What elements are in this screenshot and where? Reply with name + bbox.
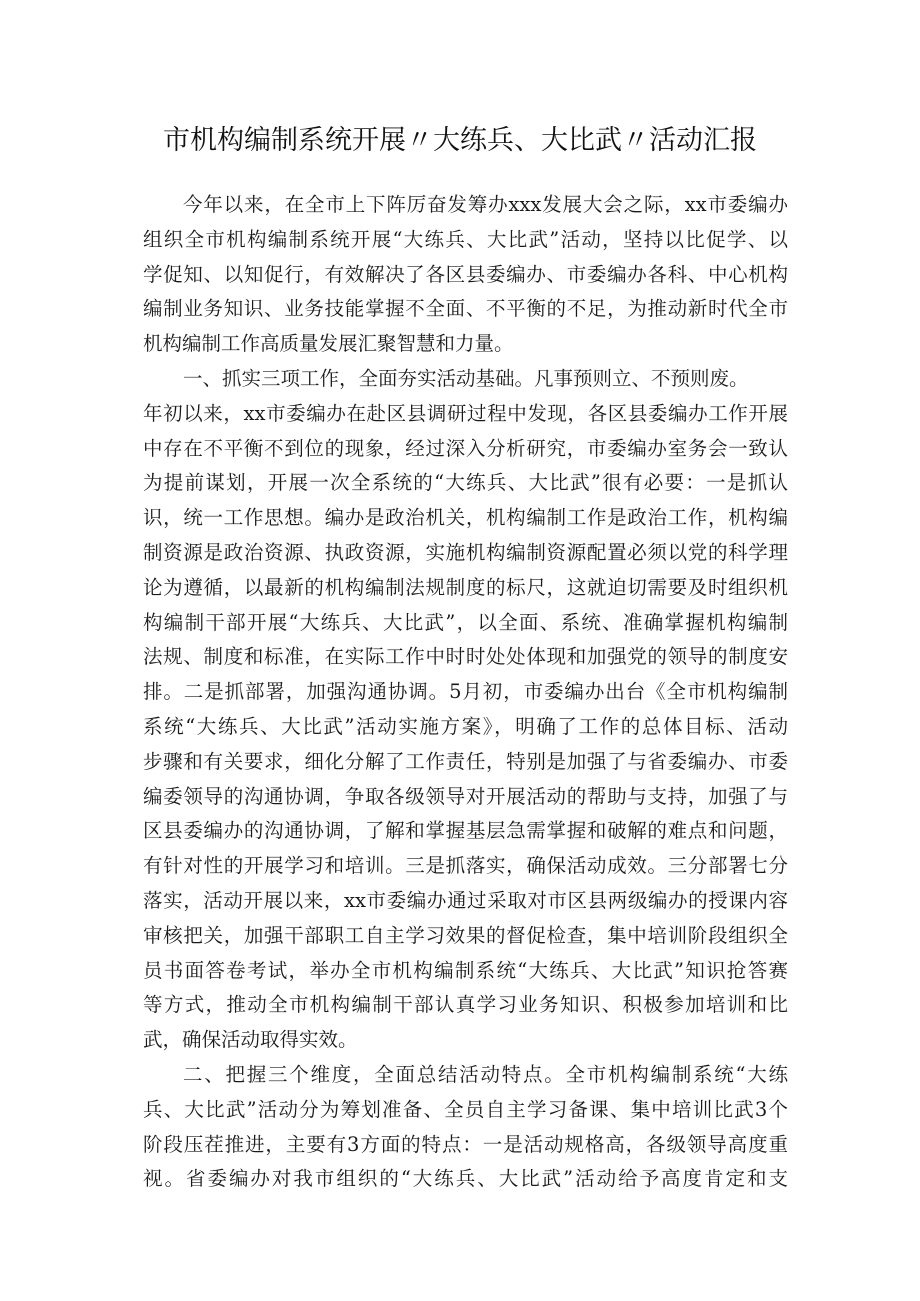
body-text-line: 识，统一工作思想。编办是政治机关，机构编制工作是政治工作，机构编 [143, 506, 788, 530]
body-text-line: 等方式，推动全市机构编制干部认真学习业务知识、积极参加培训和比 [143, 993, 788, 1017]
body-text-line: 机构编制工作高质量发展汇聚智慧和力量。 [143, 332, 514, 356]
body-text-line: 编制业务知识、业务技能掌握不全面、不平衡的不足，为推动新时代全市 [143, 297, 788, 321]
body-text-line: 落实，活动开展以来，xx市委编办通过采取对市区县两级编办的授课内容 [143, 888, 788, 912]
body-text-line: 构编制干部开展“大练兵、大比武”，以全面、系统、准确掌握机构编制 [143, 610, 788, 634]
body-text-line: 年初以来，xx市委编办在赴区县调研过程中发现，各区县委编办工作开展 [143, 401, 788, 425]
body-text-line: 兵、大比武”活动分为筹划准备、全员自主学习备课、集中培训比武3个 [143, 1097, 788, 1121]
body-text-line: 制资源是政治资源、执政资源，实施机构编制资源配置必须以党的科学理 [143, 540, 788, 564]
body-text-line: 审核把关，加强干部职工自主学习效果的督促检查，集中培训阶段组织全 [143, 923, 788, 947]
body-text-line: 论为遵循，以最新的机构编制法规制度的标尺，这就迫切需要及时组织机 [143, 575, 788, 599]
body-text-line: 系统“大练兵、大比武”活动实施方案》，明确了工作的总体目标、活动 [143, 714, 788, 738]
body-text-line: 步骤和有关要求，细化分解了工作责任，特别是加强了与省委编办、市委 [143, 749, 788, 773]
body-text-line: 区县委编办的沟通协调，了解和掌握基层急需掌握和破解的难点和问题， [143, 819, 788, 843]
body-text-line: 中存在不平衡不到位的现象，经过深入分析研究，市委编办室务会一致认 [143, 436, 788, 460]
body-text-line: 排。二是抓部署，加强沟通协调。5月初，市委编办出台《全市机构编制 [143, 680, 788, 704]
body-text-line: 一、抓实三项工作，全面夯实活动基础。凡事预则立、不预则废。 [183, 366, 749, 390]
body-text-line: 组织全市机构编制系统开展“大练兵、大比武”活动，坚持以比促学、以 [143, 227, 788, 251]
body-text-line: 阶段压茬推进，主要有3方面的特点：一是活动规格高，各级领导高度重 [143, 1132, 788, 1156]
body-text-line: 武，确保活动取得实效。 [143, 1028, 358, 1052]
document-body [143, 188, 788, 1197]
body-text-line: 视。省委编办对我市组织的“大练兵、大比武”活动给予高度肯定和支 [143, 1167, 788, 1191]
body-text-line: 法规、制度和标准，在实际工作中时时处处体现和加强党的领导的制度安 [143, 645, 788, 669]
body-text-line: 编委领导的沟通协调，争取各级领导对开展活动的帮助与支持，加强了与 [143, 784, 788, 808]
body-text-line: 为提前谋划，开展一次全系统的“大练兵、大比武”很有必要：一是抓认 [143, 471, 788, 495]
document-title: 市机构编制系统开展〃大练兵、大比武〃活动汇报 [163, 125, 757, 156]
body-text-line: 二、把握三个维度，全面总结活动特点。全市机构编制系统“大练 [183, 1062, 788, 1086]
body-text-line: 学促知、以知促行，有效解决了各区县委编办、市委编办各科、中心机构 [143, 262, 788, 286]
body-text-line: 今年以来，在全市上下阵厉奋发筹办xxx发展大会之际，xx市委编办 [183, 193, 788, 216]
body-text-line: 员书面答卷考试，举办全市机构编制系统“大练兵、大比武”知识抢答赛 [143, 958, 788, 982]
body-text-line: 有针对性的开展学习和培训。三是抓落实，确保活动成效。三分部署七分 [143, 854, 788, 878]
